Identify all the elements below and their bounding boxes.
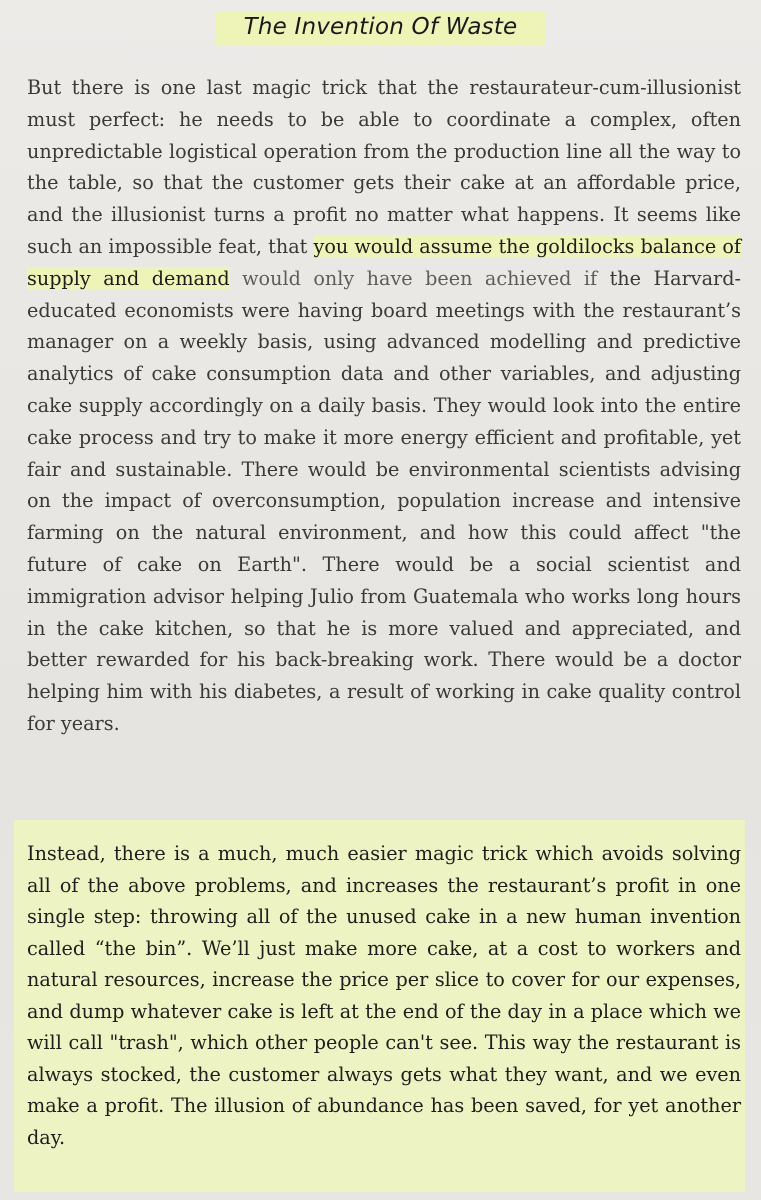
paragraph-one-part2: would only have been achieved if: [229, 266, 610, 290]
paragraph-one-text: [27, 72, 741, 740]
paragraph-one: [27, 72, 741, 740]
paragraph-two: [27, 838, 741, 1153]
highlighted-phrase: you would assume the goldilocks balance of supply and demand: [27, 234, 741, 290]
paragraph-one-part3: the Harvard-educated economists were having board meetings with the restaurant’s manager on a weekly basis, using advanced modelling and predictive analytics of cake consumption data and other variables, and adjusting cake supply accordingly on a daily basis. They would look into the entire cake process and try to make it more energy efficient and profitable, yet fair and sustainable. There would be environmental scientists advising on the impact of overconsumption, population increase and intensive farming on the natural environment, and how this could affect "the future of cake on Earth". There would be a social scientist and immigration advisor helping Julio from Guatemala who works long hours in the cake kitchen, so that he is more valued and appreciated, and better rewarded for his back-breaking work. There would be a doctor helping him with his diabetes, a result of working in cake quality control for years.: [27, 266, 741, 735]
paragraph-two-text: Instead, there is a much, much easier magic trick which avoids solving all of the above problems, and increases the restaurant’s profit in one single step: throwing all of the unused cake in a new human invention called “the bin”. We’ll just make more cake, at a cost to workers and natural resources, increase the price per slice to cover for our expenses, and dump whatever cake is left at the end of the day in a place which we will call "trash", which other people can't see. This way the restaurant is always stocked, the customer always gets what they want, and we even make a profit. The illusion of abundance has been saved, for yet another day.: [27, 842, 741, 1149]
paragraph-one-part1: But there is one last magic trick that the restaurateur-cum-illusionist must perfect: he needs to be able to coordinate a complex, often unpredictable logistical operation from the production line all the way to the table, so that the customer gets their cake at an affordable price, and the illusionist turns a profit no matter what happens. It seems like such an impossible feat, that: [27, 76, 741, 258]
page-title: The Invention Of Waste: [216, 11, 546, 45]
title-wrapper: [0, 11, 761, 45]
